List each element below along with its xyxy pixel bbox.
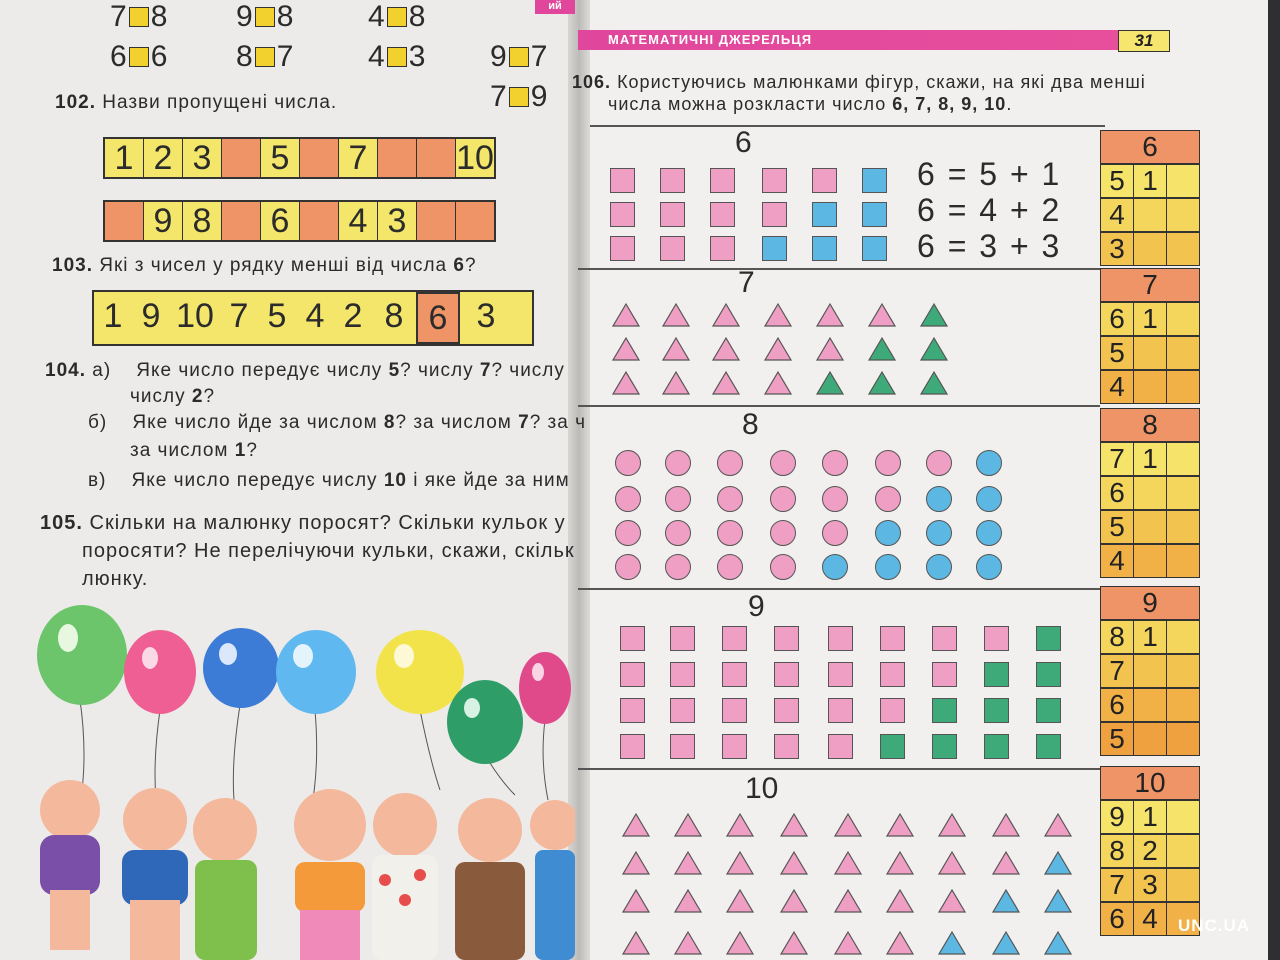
chapter-header: МАТЕМАТИЧНІ ДЖЕРЕЛЬЦЯ — [578, 30, 1168, 50]
triangle-green — [921, 338, 947, 360]
group-10-total: 10 — [745, 772, 779, 805]
triangle-pink — [887, 890, 913, 912]
side-table-head-value: 8 — [1142, 409, 1158, 440]
pig-4 — [294, 789, 366, 960]
triangle-pink — [817, 304, 843, 326]
side-table-cell: 1 — [1134, 303, 1167, 335]
pig-1 — [40, 780, 100, 950]
comparison-box[interactable] — [387, 7, 407, 27]
side-table-cell: 6 — [1101, 903, 1134, 935]
comparison-left: 4 — [368, 40, 385, 73]
side-table-head — [1100, 766, 1200, 800]
strip-cell: 4 — [339, 202, 378, 240]
triangle-pink — [663, 372, 689, 394]
ex104-c-t2: і яке йде за ним — [406, 470, 570, 491]
triangle-green — [921, 304, 947, 326]
comparison-pair — [110, 0, 167, 34]
strip-cell[interactable] — [417, 139, 456, 177]
side-table-cell — [1167, 477, 1199, 509]
triangle-green — [817, 372, 843, 394]
strip-cell: 3 — [183, 139, 222, 177]
triangle-blue — [993, 932, 1019, 954]
group-7-total: 7 — [738, 266, 755, 299]
triangle-pink — [713, 304, 739, 326]
number-cell: 1 — [94, 292, 132, 340]
strip-cell: 1 — [105, 139, 144, 177]
ex104-b-b2: 7 — [518, 412, 530, 433]
side-table-cell: 4 — [1101, 199, 1134, 231]
page-number: 31 — [1118, 30, 1170, 52]
ex104-a-label: а) — [92, 360, 112, 381]
triangle-pink — [835, 932, 861, 954]
ex104-b-b3: 1 — [234, 440, 247, 461]
side-table-head-value: 9 — [1142, 587, 1158, 618]
side-table-row — [1100, 800, 1200, 834]
side-table-cell: 5 — [1101, 337, 1134, 369]
comparison-right: 3 — [408, 40, 426, 73]
side-table-head-value: 6 — [1142, 131, 1158, 162]
comparison-right: 8 — [276, 0, 294, 33]
pig-3 — [193, 798, 257, 960]
pig-5 — [372, 793, 438, 960]
triangle-pink — [765, 304, 791, 326]
equation-3: 6 = 3 + 3 — [917, 228, 1062, 264]
side-table-head — [1100, 408, 1200, 442]
balloon-yellow — [376, 630, 464, 714]
ex104-a-line1 — [45, 360, 565, 382]
side-table-cell — [1167, 835, 1199, 867]
triangle-pink — [675, 852, 701, 874]
ex105-line1 — [40, 512, 566, 535]
side-table-row — [1100, 198, 1200, 232]
triangle-pink — [613, 304, 639, 326]
side-table-cell: 4 — [1101, 371, 1134, 403]
ex103-prompt — [52, 255, 477, 277]
side-table-cell: 6 — [1101, 477, 1134, 509]
triangle-pink — [727, 852, 753, 874]
group-6-total: 6 — [735, 126, 752, 159]
balloon-green — [37, 605, 127, 705]
triangle-pink — [623, 852, 649, 874]
side-table-cell: 4 — [1101, 545, 1134, 577]
strip-cell[interactable] — [456, 202, 494, 240]
side-table-cell: 5 — [1101, 165, 1134, 197]
ex104-a-b3: 2 — [191, 386, 204, 407]
ex104-b-l2: за числом — [130, 440, 235, 461]
triangle-pink — [939, 852, 965, 874]
triangle-pink — [887, 814, 913, 836]
comparison-left: 9 — [490, 40, 507, 73]
triangles-area — [578, 0, 1108, 960]
comparison-left: 4 — [368, 0, 385, 33]
comparison-box[interactable] — [509, 47, 529, 67]
side-table-cell: 8 — [1101, 621, 1134, 653]
strip-cell: 10 — [456, 138, 494, 177]
ex102-number: 102. — [55, 92, 96, 113]
ex105-number: 105. — [40, 512, 83, 534]
side-table-row — [1100, 688, 1200, 722]
side-table-cell: 7 — [1101, 443, 1134, 475]
ex103-bold: 6 — [453, 255, 465, 276]
ex102-prompt — [55, 92, 337, 114]
comparison-pair — [110, 40, 167, 74]
ex103-end: ? — [464, 255, 477, 276]
ex106-number: 106. — [572, 72, 612, 92]
comparison-box[interactable] — [509, 87, 529, 107]
side-table-cell — [1167, 689, 1199, 721]
side-table-cell[interactable] — [1134, 371, 1167, 403]
side-table-cell[interactable] — [1134, 655, 1167, 687]
triangle-pink — [713, 338, 739, 360]
side-table-row — [1100, 164, 1200, 198]
triangle-pink — [623, 814, 649, 836]
number-cell: 5 — [258, 292, 296, 340]
ex106-end: . — [1006, 94, 1013, 114]
side-table-row — [1100, 834, 1200, 868]
comparison-left: 9 — [236, 0, 253, 33]
strip-cell: 6 — [261, 202, 300, 240]
comparison-right: 7 — [276, 40, 294, 73]
side-table-row — [1100, 336, 1200, 370]
side-table-cell — [1167, 443, 1199, 475]
ex104-b-t2: ? за числом — [395, 412, 519, 433]
side-table-row — [1100, 370, 1200, 404]
balloon-blue — [203, 628, 279, 708]
side-table-row — [1100, 302, 1200, 336]
side-table-cell — [1167, 233, 1199, 265]
ex104-a-b2: 7 — [479, 360, 492, 381]
number-cell: 4 — [296, 292, 334, 340]
side-table-row — [1100, 232, 1200, 266]
ex105-line2: поросяти? Не перелічуючи кульки, скажи, скільк — [82, 540, 575, 562]
side-table-cell — [1167, 337, 1199, 369]
side-table-row — [1100, 620, 1200, 654]
side-table-cell[interactable] — [1134, 337, 1167, 369]
number-cell: 9 — [132, 292, 170, 340]
ex104-b-t3: ? за ч — [529, 412, 587, 433]
comparison-pair — [236, 40, 293, 74]
triangle-blue — [993, 890, 1019, 912]
watermark: UNC.UA — [1178, 916, 1251, 935]
ex105-l1: Скільки на малюнку поросят? Скільки кульок у — [89, 512, 566, 534]
side-table-cell — [1167, 723, 1199, 755]
balloon-lightblue — [276, 630, 356, 714]
side-table-cell[interactable] — [1134, 545, 1167, 577]
triangle-pink — [727, 814, 753, 836]
decomposition-table — [1100, 130, 1202, 960]
side-table-head — [1100, 268, 1200, 302]
side-table-cell: 9 — [1101, 801, 1134, 833]
ex104-a-l2: числу — [130, 386, 192, 407]
side-table-cell — [1167, 545, 1199, 577]
side-table-cell[interactable] — [1134, 689, 1167, 721]
ex104-b-line1 — [88, 412, 586, 434]
pigs-balloons-illustration — [0, 600, 575, 960]
comparison-left: 8 — [236, 40, 253, 73]
side-table-cell: 7 — [1101, 869, 1134, 901]
group-9-total: 9 — [748, 590, 765, 623]
side-table-cell — [1167, 371, 1199, 403]
ex104-b-b1: 8 — [383, 412, 396, 433]
balloon-darkgreen — [447, 680, 523, 764]
strip-cell[interactable] — [417, 202, 456, 240]
strip-cell[interactable] — [378, 139, 417, 177]
triangle-pink — [817, 338, 843, 360]
pig-2 — [122, 788, 188, 960]
triangle-pink — [781, 852, 807, 874]
comparison-box[interactable] — [255, 47, 275, 67]
number-strip-2 — [103, 200, 496, 242]
equation-2: 6 = 4 + 2 — [917, 192, 1062, 228]
triangle-pink — [713, 372, 739, 394]
triangle-pink — [675, 890, 701, 912]
ex106-l2: числа можна розкласти число — [608, 94, 893, 114]
side-table-cell[interactable] — [1134, 511, 1167, 543]
strip-cell: 5 — [261, 139, 300, 177]
side-table-row — [1100, 868, 1200, 902]
triangle-pink — [623, 890, 649, 912]
triangle-green — [921, 372, 947, 394]
ex104-number: 104. — [45, 360, 86, 381]
side-table-cell: 1 — [1134, 621, 1167, 653]
triangle-pink — [835, 852, 861, 874]
comparison-pair — [368, 0, 425, 34]
comparison-box[interactable] — [387, 47, 407, 67]
side-table-cell: 8 — [1101, 835, 1134, 867]
triangle-pink — [765, 338, 791, 360]
ex106-nums: 6, 7, 8, 9, 10 — [892, 94, 1007, 114]
triangle-blue — [1045, 932, 1071, 954]
side-table-cell[interactable] — [1134, 723, 1167, 755]
strip-cell[interactable] — [222, 202, 261, 240]
ex104-c-label: в) — [88, 470, 107, 491]
side-table-cell: 6 — [1101, 303, 1134, 335]
ex104-a-line2 — [130, 386, 215, 408]
triangle-pink — [675, 814, 701, 836]
ex104-a-end: ? — [203, 386, 216, 407]
triangle-green — [869, 338, 895, 360]
triangle-pink — [993, 814, 1019, 836]
ex103-number: 103. — [52, 255, 93, 276]
triangle-green — [869, 372, 895, 394]
ex103-text: Які з чисел у рядку менші від числа — [99, 255, 454, 276]
triangle-pink — [781, 932, 807, 954]
side-table-cell: 3 — [1101, 233, 1134, 265]
triangle-pink — [613, 338, 639, 360]
strip-cell[interactable] — [105, 202, 144, 240]
number-cell: 6 — [416, 292, 460, 344]
comparison-left: 6 — [110, 40, 127, 73]
side-table-head-value: 10 — [1134, 767, 1166, 798]
pig-6 — [455, 798, 525, 960]
strip-cell: 2 — [144, 139, 183, 177]
strip-cell[interactable] — [300, 139, 339, 177]
side-table-cell — [1167, 869, 1199, 901]
number-cell: 2 — [334, 292, 372, 340]
ex104-c-b1: 10 — [383, 470, 407, 491]
comparison-right: 9 — [530, 80, 548, 113]
pig-7 — [530, 800, 575, 960]
comparison-box[interactable] — [255, 7, 275, 27]
number-strip-1 — [103, 137, 496, 179]
comparison-right: 6 — [150, 40, 168, 73]
balloon-magenta — [519, 652, 571, 724]
triangle-pink — [623, 932, 649, 954]
ex104-b-end: ? — [246, 440, 258, 461]
ex104-a-t3: ? числу — [491, 360, 565, 381]
ex104-b-text: Яке число йде за числом — [132, 412, 384, 433]
side-table-head — [1100, 130, 1200, 164]
strip-cell[interactable] — [222, 139, 261, 177]
triangle-pink — [781, 814, 807, 836]
strip-cell: 8 — [183, 202, 222, 240]
triangle-pink — [869, 304, 895, 326]
ex104-a-text: Яке число передує числу — [136, 360, 389, 381]
strip-cell: 7 — [339, 139, 378, 177]
triangle-blue — [1045, 852, 1071, 874]
side-table-cell: 7 — [1101, 655, 1134, 687]
triangle-pink — [939, 814, 965, 836]
side-table-row — [1100, 476, 1200, 510]
side-table-cell: 2 — [1134, 835, 1167, 867]
triangle-pink — [835, 814, 861, 836]
strip-cell[interactable] — [300, 202, 339, 240]
comparison-pair — [490, 80, 547, 114]
triangle-pink — [1045, 814, 1071, 836]
strip-cell: 9 — [144, 202, 183, 240]
side-table-cell — [1167, 511, 1199, 543]
equation-1: 6 = 5 + 1 — [917, 156, 1062, 192]
triangle-pink — [613, 372, 639, 394]
ex104-a-b1: 5 — [388, 360, 401, 381]
comparison-pair — [368, 40, 425, 74]
ex104-a-t2: ? числу — [400, 360, 480, 381]
triangle-pink — [887, 852, 913, 874]
number-row-103 — [92, 290, 534, 346]
side-table-cell: 1 — [1134, 165, 1167, 197]
corner-tab: ий — [535, 0, 575, 14]
side-table-cell[interactable] — [1134, 233, 1167, 265]
side-table-cell: 6 — [1101, 689, 1134, 721]
side-table-cell[interactable] — [1134, 477, 1167, 509]
side-table-row — [1100, 510, 1200, 544]
ex104-c-line1 — [88, 470, 570, 492]
triangle-blue — [1045, 890, 1071, 912]
number-cell: 7 — [220, 292, 258, 340]
balloon-pink — [124, 630, 196, 714]
side-table-cell: 1 — [1134, 801, 1167, 833]
comparison-box[interactable] — [129, 47, 149, 67]
triangle-pink — [939, 890, 965, 912]
comparison-left: 7 — [110, 0, 127, 33]
comparison-right: 8 — [408, 0, 426, 33]
side-table-cell — [1167, 165, 1199, 197]
ex104-b-label: б) — [88, 412, 108, 433]
comparison-pair — [490, 40, 547, 74]
ex104-c-text: Яке число передує числу — [131, 470, 384, 491]
side-table-cell: 5 — [1101, 511, 1134, 543]
triangle-pink — [663, 304, 689, 326]
side-table-cell: 5 — [1101, 723, 1134, 755]
triangle-pink — [781, 890, 807, 912]
number-cell: 8 — [372, 292, 416, 340]
number-cell: 10 — [170, 292, 220, 340]
ex106-l1: Користуючись малюнками фігур, скажи, на які два менші — [617, 72, 1146, 92]
side-table-cell — [1167, 621, 1199, 653]
side-table-row — [1100, 654, 1200, 688]
strip-cell: 3 — [378, 202, 417, 240]
side-table-cell: 1 — [1134, 443, 1167, 475]
comparison-box[interactable] — [129, 7, 149, 27]
comparison-left: 7 — [490, 80, 507, 113]
triangle-pink — [835, 890, 861, 912]
side-table-cell: 4 — [1134, 903, 1167, 935]
triangle-pink — [727, 932, 753, 954]
triangle-pink — [727, 890, 753, 912]
group-8-total: 8 — [742, 408, 759, 441]
triangle-pink — [993, 852, 1019, 874]
side-table-row — [1100, 722, 1200, 756]
side-table-row — [1100, 442, 1200, 476]
side-table-cell: 3 — [1134, 869, 1167, 901]
side-table-row — [1100, 544, 1200, 578]
comparison-right: 8 — [150, 0, 168, 33]
side-table-cell — [1167, 199, 1199, 231]
triangle-pink — [663, 338, 689, 360]
triangle-blue — [939, 932, 965, 954]
number-cell: 3 — [462, 292, 510, 340]
comparison-right: 7 — [530, 40, 548, 73]
side-table-cell — [1167, 655, 1199, 687]
side-table-head-value: 7 — [1142, 269, 1158, 300]
side-table-cell — [1167, 801, 1199, 833]
triangle-pink — [887, 932, 913, 954]
ex105-line3: люнку. — [82, 568, 149, 590]
side-table-head — [1100, 586, 1200, 620]
ex104-b-line2 — [130, 440, 258, 462]
side-table-cell — [1167, 303, 1199, 335]
comparison-pair — [236, 0, 293, 34]
triangle-pink — [765, 372, 791, 394]
side-table-cell[interactable] — [1134, 199, 1167, 231]
ex102-text: Назви пропущені числа. — [102, 92, 338, 113]
triangle-pink — [675, 932, 701, 954]
